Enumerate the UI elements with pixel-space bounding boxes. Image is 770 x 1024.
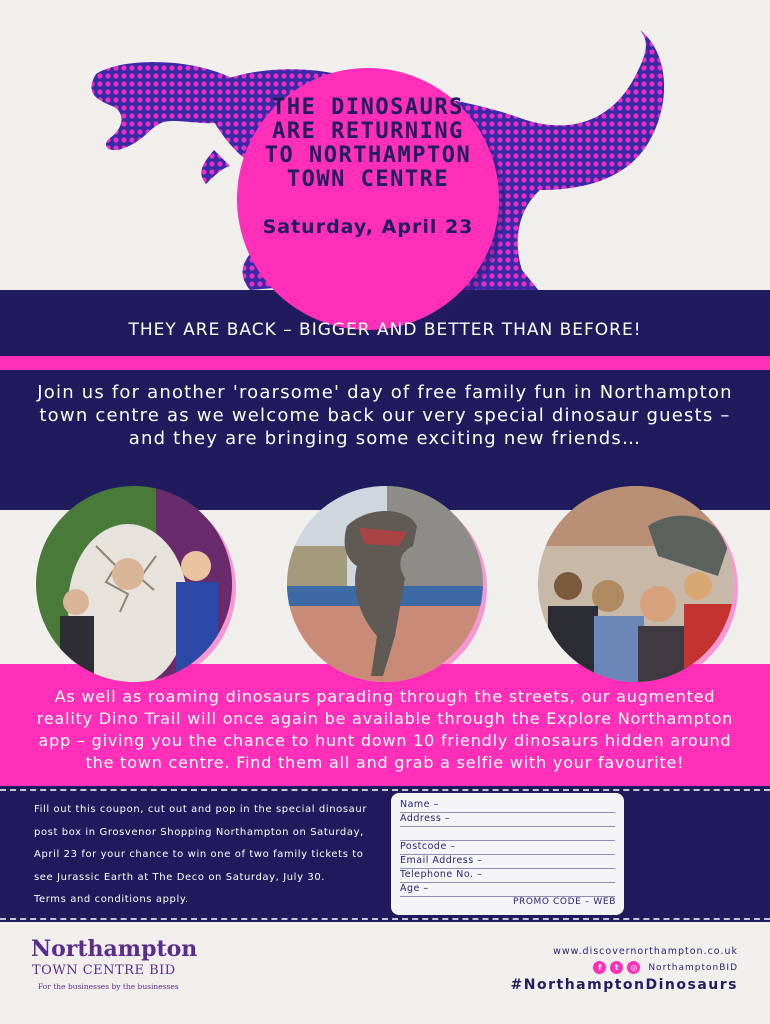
- telephone-field[interactable]: Telephone No. –: [400, 869, 615, 883]
- headline-line: TO NORTHAMPTON: [264, 143, 472, 168]
- email-field[interactable]: Email Address –: [400, 855, 615, 869]
- name-field[interactable]: Name –: [400, 799, 615, 813]
- instruction-line: post box in Grosvenor Shopping Northampton on Saturday,: [34, 826, 364, 838]
- age-field[interactable]: Age –: [400, 883, 615, 897]
- social-handle: NorthamptonBID: [648, 962, 738, 973]
- divider-strip: [0, 356, 770, 370]
- postcode-field[interactable]: Postcode –: [400, 841, 615, 855]
- headline-line: THE DINOSAURS: [272, 95, 464, 120]
- event-date: Saturday, April 23: [262, 216, 474, 238]
- bid-logo-tagline: For the businesses by the businesses: [38, 982, 179, 991]
- photo-crowd-with-dinosaur: [538, 486, 734, 682]
- coupon-instructions: [34, 799, 374, 912]
- instruction-line: Terms and conditions apply.: [34, 894, 189, 905]
- headline: [237, 96, 499, 192]
- hashtag: #NorthamptonDinosaurs: [510, 977, 738, 993]
- headline-line: TOWN CENTRE: [286, 167, 450, 192]
- website-link[interactable]: www.discovernorthampton.co.uk: [553, 946, 738, 957]
- photo-t-rex-street: [287, 486, 483, 682]
- facebook-icon[interactable]: f: [593, 961, 606, 974]
- bid-logo-subtitle: TOWN CENTRE BID: [32, 963, 176, 978]
- photo-children-dinosaur-egg: [36, 486, 232, 682]
- tagline: THEY ARE BACK – BIGGER AND BETTER THAN BEFORE!: [128, 320, 642, 340]
- instruction-line: Fill out this coupon, cut out and pop in the special dinosaur: [34, 804, 368, 815]
- cut-line-bottom: [0, 918, 770, 920]
- intro-text: Join us for another 'roarsome' day of free family fun in Northampton town centre as we welcome back our very special dinosaur guests – and they are bringing some exciting new friends…: [37, 382, 733, 449]
- cut-line-top: [0, 789, 770, 791]
- address-field[interactable]: Address –: [400, 813, 615, 827]
- hero-section: [0, 0, 770, 300]
- headline-line: ARE RETURNING: [272, 119, 464, 144]
- trail-text: As well as roaming dinosaurs parading through the streets, our augmented reality Dino Trail will once again be available through the Explore Northampton app – giving you the chance to hunt down 10 friendly dinosaurs hidden around the town centre. Find them all and grab a selfie with your favourite!: [36, 687, 734, 772]
- instruction-line: see Jurassic Earth at The Deco on Saturday, July 30.: [34, 871, 326, 883]
- coupon-form[interactable]: [391, 793, 624, 915]
- social-links: [593, 961, 738, 974]
- bid-logo-title: Northampton: [31, 936, 198, 962]
- address-field-line-2[interactable]: [400, 827, 615, 841]
- promo-code: PROMO CODE – WEB: [512, 897, 616, 907]
- twitter-icon[interactable]: t: [610, 961, 623, 974]
- instagram-icon[interactable]: ◎: [627, 961, 640, 974]
- instruction-line: April 23 for your chance to win one of two family tickets to: [34, 849, 364, 860]
